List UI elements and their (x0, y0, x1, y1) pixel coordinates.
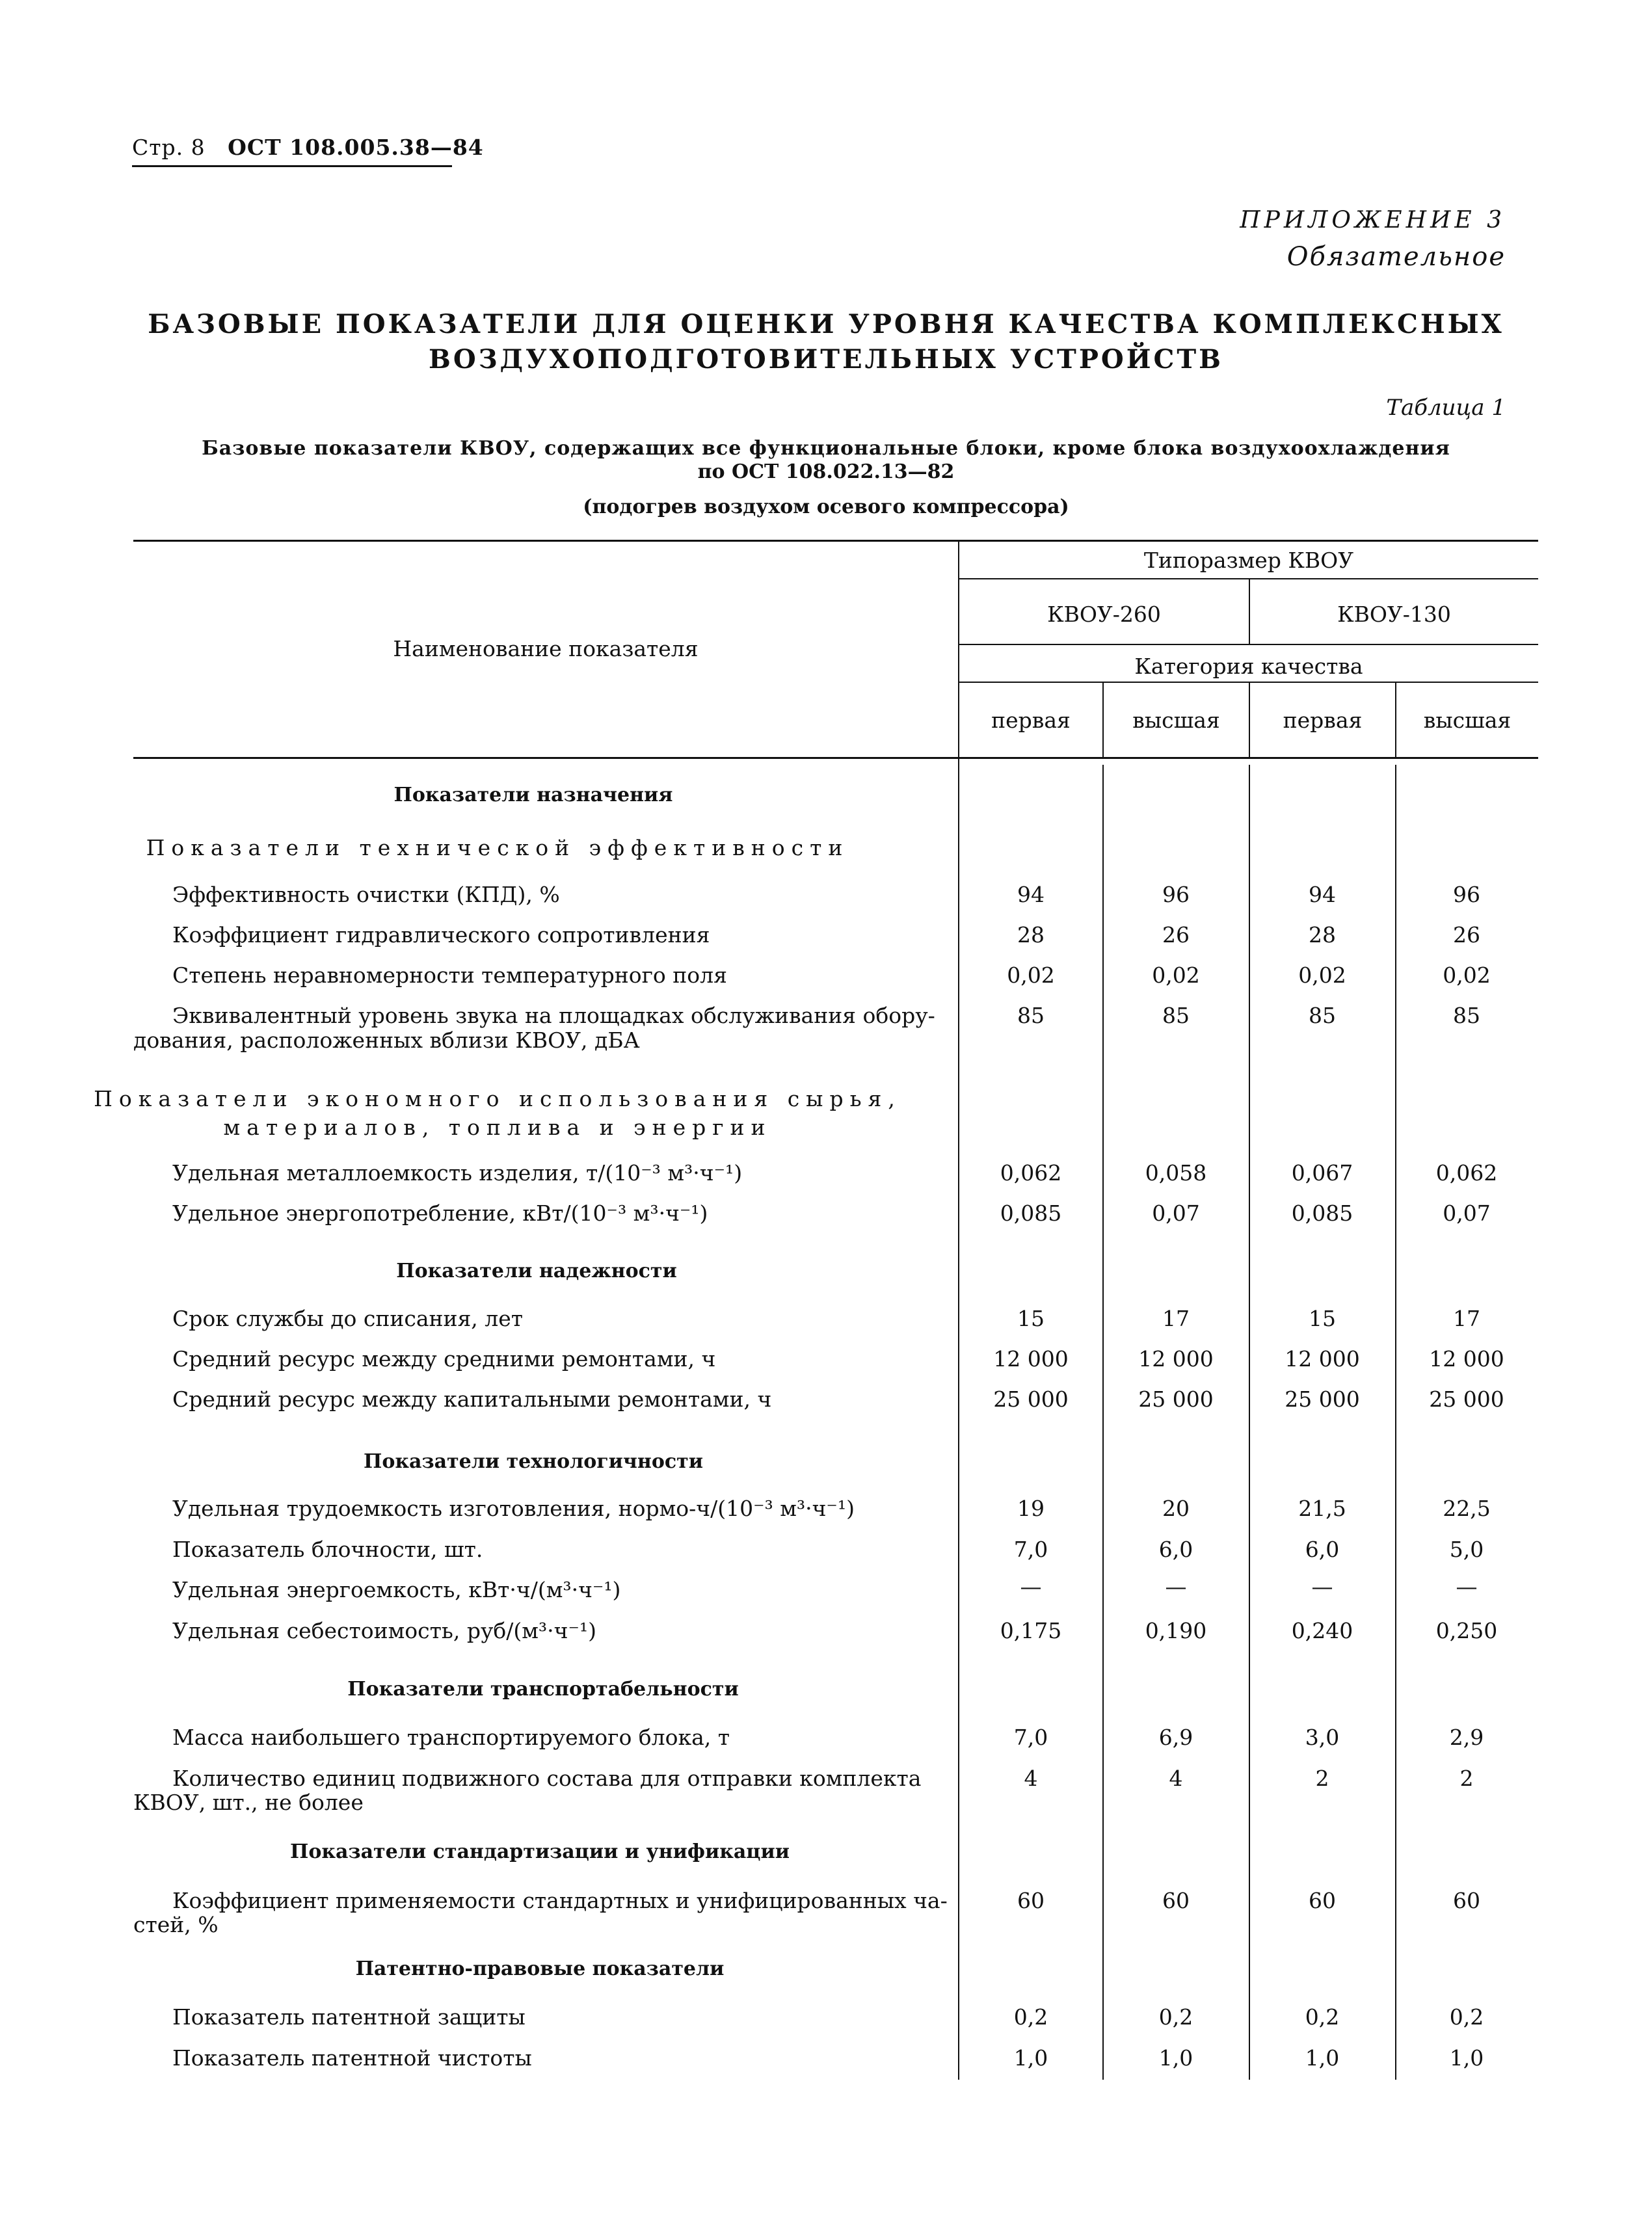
size-header: Типоразмер КВОУ (1143, 548, 1354, 573)
page-number: Стр. 8 (132, 135, 206, 160)
value-cell: 60 (1162, 1888, 1190, 1913)
row-label: Показатель патентной защиты (172, 2004, 526, 2030)
value-cell: 0,190 (1145, 1618, 1207, 1643)
value-cell: — (1311, 1574, 1333, 1599)
value-cell: 0,085 (1000, 1200, 1062, 1226)
value-cell: 20 (1162, 1496, 1190, 1521)
row-label: Удельная металлоемкость изделия, т/(10⁻³ м³·ч⁻¹) (172, 1160, 743, 1186)
value-cell: 0,2 (1158, 2004, 1193, 2030)
row-label: Удельное энергопотребление, кВт/(10⁻³ м³·ч⁻¹) (172, 1200, 708, 1226)
value-cell: 25 000 (993, 1386, 1069, 1412)
section-tech-efficiency: Показатели технической эффективности (146, 835, 849, 860)
section-economy-line2: материалов, топлива и энергии (223, 1115, 772, 1140)
row-label: Коэффициент гидравлического сопротивления (172, 922, 710, 948)
value-cell: 17 (1453, 1306, 1480, 1331)
table-subtitle-line2: по ОСТ 108.022.13—82 (697, 460, 955, 483)
value-cell: 0,250 (1435, 1618, 1498, 1643)
value-cell: 5,0 (1449, 1537, 1484, 1562)
value-cell: 85 (1453, 1003, 1480, 1028)
model-kvou-260: КВОУ-260 (1047, 602, 1161, 627)
model-header-rule (959, 644, 1538, 645)
appendix-title: ПРИЛОЖЕНИЕ 3 (1240, 207, 1506, 233)
category-highest-1: высшая (1132, 708, 1220, 733)
model-kvou-130: КВОУ-130 (1337, 602, 1451, 627)
value-cell: 0,02 (1152, 962, 1200, 988)
value-cell: 0,2 (1013, 2004, 1048, 2030)
value-cell: 1,0 (1158, 2045, 1193, 2071)
value-cell: 25 000 (1429, 1386, 1504, 1412)
row-label: дования, расположенных вблизи КВОУ, дБА (133, 1028, 640, 1053)
value-cell: — (1165, 1574, 1187, 1599)
document-title-line1: БАЗОВЫЕ ПОКАЗАТЕЛИ ДЛЯ ОЦЕНКИ УРОВНЯ КАЧЕСТВА КОМПЛЕКСНЫХ (148, 309, 1504, 339)
value-cell: 15 (1017, 1306, 1045, 1331)
value-cell: 0,067 (1291, 1160, 1353, 1186)
appendix-status: Обязательное (1286, 242, 1506, 272)
row-label: Средний ресурс между капитальными ремонтами, ч (172, 1386, 772, 1412)
value-cell: 0,175 (1000, 1618, 1062, 1643)
body-divider-3 (1395, 765, 1396, 2080)
value-cell: 2,9 (1449, 1725, 1484, 1750)
document-title-line2: ВОЗДУХОПОДГОТОВИТЕЛЬНЫХ УСТРОЙСТВ (429, 344, 1223, 375)
table-subtitle-line3: (подогрев воздухом осевого компрессора) (583, 496, 1069, 518)
value-cell: 26 (1162, 922, 1190, 948)
value-cell: 94 (1017, 882, 1045, 907)
row-label: Показатель блочности, шт. (172, 1537, 483, 1562)
value-cell: 4 (1169, 1766, 1183, 1791)
row-label: Средний ресурс между средними ремонтами, ч (172, 1346, 716, 1372)
value-cell: 1,0 (1013, 2045, 1048, 2071)
row-label: Срок службы до списания, лет (172, 1306, 524, 1331)
row-label: Удельная энергоемкость, кВт·ч/(м³·ч⁻¹) (172, 1577, 621, 1602)
section-transportability: Показатели транспортабельности (347, 1678, 739, 1701)
row-label: Удельная себестоимость, руб/(м³·ч⁻¹) (172, 1618, 596, 1643)
category-first-2: первая (1283, 708, 1363, 733)
row-label: Степень неравномерности температурного поля (172, 962, 727, 988)
header-bottom-rule (133, 757, 1538, 759)
value-cell: 96 (1453, 882, 1480, 907)
value-cell: 1,0 (1449, 2045, 1484, 2071)
table-label: Таблица 1 (1386, 395, 1506, 421)
value-cell: 0,07 (1152, 1200, 1200, 1226)
row-label: КВОУ, шт., не более (133, 1790, 364, 1815)
section-reliability: Показатели надежности (396, 1260, 677, 1282)
row-label: Эквивалентный уровень звука на площадках обслуживания обору- (172, 1003, 935, 1028)
value-cell: 0,07 (1443, 1200, 1491, 1226)
value-cell: 0,02 (1298, 962, 1346, 988)
category-header: Категория качества (1134, 654, 1363, 679)
row-label: Эффективность очистки (КПД), % (172, 882, 560, 907)
value-cell: 6,9 (1158, 1725, 1193, 1750)
row-label: стей, % (133, 1912, 219, 1937)
table-top-rule (133, 540, 1538, 542)
value-cell: 7,0 (1013, 1537, 1048, 1562)
column-header-name: Наименование показателя (393, 636, 699, 661)
row-label: Удельная трудоемкость изготовления, нормо-ч/(10⁻³ м³·ч⁻¹) (172, 1496, 855, 1521)
row-label: Количество единиц подвижного состава для отправки комплекта (172, 1766, 922, 1791)
value-cell: — (1456, 1574, 1478, 1599)
category-highest-2: высшая (1423, 708, 1512, 733)
value-cell: 22,5 (1443, 1496, 1491, 1521)
value-cell: 12 000 (1138, 1346, 1214, 1372)
value-cell: 0,062 (1000, 1160, 1062, 1186)
header-underline (132, 165, 452, 167)
row-label: Показатель патентной чистоты (172, 2045, 532, 2071)
section-manufacturability: Показатели технологичности (364, 1450, 703, 1473)
value-cell: 60 (1453, 1888, 1480, 1913)
value-cell: 0,085 (1291, 1200, 1353, 1226)
category-first-1: первая (991, 708, 1071, 733)
value-cell: 85 (1017, 1003, 1045, 1028)
value-cell: 26 (1453, 922, 1480, 948)
value-cell: 3,0 (1305, 1725, 1340, 1750)
value-cell: 6,0 (1305, 1537, 1340, 1562)
value-cell: 21,5 (1298, 1496, 1346, 1521)
value-cell: 0,058 (1145, 1160, 1207, 1186)
section-standardization: Показатели стандартизации и унификации (290, 1840, 790, 1863)
body-divider-2 (1249, 765, 1250, 2080)
value-cell: 12 000 (993, 1346, 1069, 1372)
value-cell: 96 (1162, 882, 1190, 907)
value-cell: 85 (1309, 1003, 1336, 1028)
value-cell: 85 (1162, 1003, 1190, 1028)
body-divider-1 (1102, 765, 1104, 2080)
value-cell: 28 (1309, 922, 1336, 948)
page-header (132, 135, 484, 160)
value-cell: 60 (1309, 1888, 1336, 1913)
row-label: Коэффициент применяемости стандартных и унифицированных ча- (172, 1888, 948, 1913)
section-economy-line1: Показатели экономного использования сырья, (94, 1086, 901, 1111)
value-cell: 94 (1309, 882, 1336, 907)
standard-code: ОСТ 108.005.38—84 (228, 135, 484, 160)
value-cell: 19 (1017, 1496, 1045, 1521)
value-cell: 0,02 (1443, 962, 1491, 988)
value-cell: 6,0 (1158, 1537, 1193, 1562)
value-cell: 1,0 (1305, 2045, 1340, 2071)
value-cell: 0,240 (1291, 1618, 1353, 1643)
col-divider-name (958, 540, 959, 2080)
value-cell: 0,2 (1305, 2004, 1340, 2030)
value-cell: 0,062 (1435, 1160, 1498, 1186)
value-cell: 17 (1162, 1306, 1190, 1331)
value-cell: 4 (1024, 1766, 1038, 1791)
row-label: Масса наибольшего транспортируемого блока, т (172, 1725, 730, 1750)
value-cell: 25 000 (1138, 1386, 1214, 1412)
value-cell: 0,02 (1007, 962, 1055, 988)
value-cell: 60 (1017, 1888, 1045, 1913)
value-cell: 15 (1309, 1306, 1336, 1331)
value-cell: 12 000 (1429, 1346, 1504, 1372)
value-cell: 2 (1315, 1766, 1329, 1791)
section-purpose: Показатели назначения (393, 784, 673, 806)
value-cell: 2 (1459, 1766, 1474, 1791)
value-cell: — (1020, 1574, 1042, 1599)
section-patent: Патентно-правовые показатели (355, 1957, 725, 1980)
value-cell: 25 000 (1285, 1386, 1360, 1412)
value-cell: 12 000 (1285, 1346, 1360, 1372)
value-cell: 0,2 (1449, 2004, 1484, 2030)
value-cell: 7,0 (1013, 1725, 1048, 1750)
table-subtitle-line1: Базовые показатели КВОУ, содержащих все функциональные блоки, кроме блока воздухоохлаждения (202, 437, 1450, 460)
value-cell: 28 (1017, 922, 1045, 948)
